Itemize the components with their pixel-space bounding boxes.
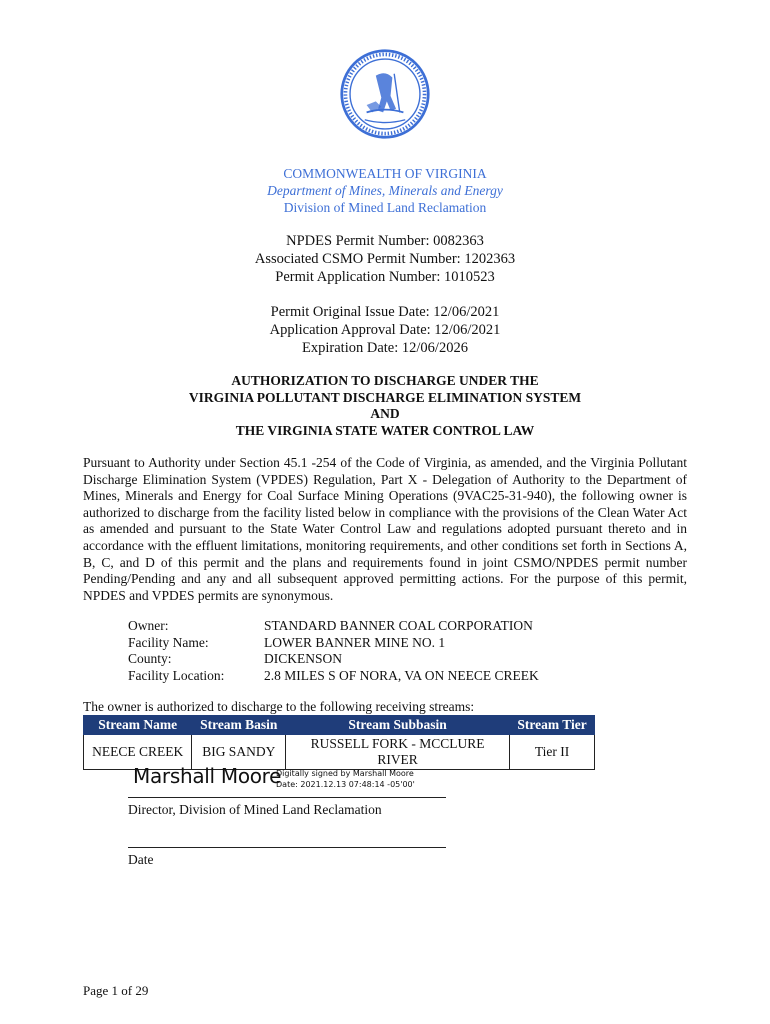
authorization-line-3: AND bbox=[370, 406, 400, 421]
director-title: Director, Division of Mined Land Reclamation bbox=[128, 802, 382, 817]
authorization-line-1: AUTHORIZATION TO DISCHARGE UNDER THE bbox=[231, 373, 539, 388]
digital-signature-name: Marshall Moore bbox=[133, 764, 282, 788]
permit-numbers bbox=[0, 232, 770, 286]
department-name: Department of Mines, Minerals and Energy bbox=[267, 183, 503, 198]
issue-date: Permit Original Issue Date: 12/06/2021 bbox=[270, 304, 500, 320]
col-stream-basin: Stream Basin bbox=[192, 716, 286, 735]
col-stream-tier: Stream Tier bbox=[510, 716, 595, 735]
authorization-line-2: VIRGINIA POLLUTANT DISCHARGE ELIMINATION SYSTEM bbox=[188, 389, 582, 405]
cell-stream-subbasin: RUSSELL FORK - MCCLURE RIVER bbox=[286, 735, 510, 770]
county-value: DICKENSON bbox=[264, 651, 343, 666]
permit-application-number: Permit Application Number: 1010523 bbox=[275, 269, 495, 285]
page-number: Page 1 of 29 bbox=[83, 983, 149, 998]
division-name: Division of Mined Land Reclamation bbox=[283, 200, 487, 215]
commonwealth-title: COMMONWEALTH OF VIRGINIA bbox=[283, 166, 487, 181]
facility-name-row bbox=[128, 635, 539, 652]
cell-stream-tier: Tier II bbox=[510, 735, 595, 770]
expiration-date: Expiration Date: 12/06/2026 bbox=[302, 340, 468, 356]
permit-dates bbox=[0, 303, 770, 357]
streams-intro: The owner is authorized to discharge to the following receiving streams: bbox=[83, 699, 475, 714]
owner-value: STANDARD BANNER COAL CORPORATION bbox=[264, 618, 533, 633]
virginia-state-seal bbox=[339, 48, 431, 140]
date-label: Date bbox=[128, 852, 154, 867]
facility-info bbox=[128, 618, 539, 684]
authority-paragraph: Pursuant to Authority under Section 45.1 -254 of the Code of Virginia, as amended, and the Virginia Pollutant Discharge Elimination System (VPDES) Regulation, Part X - Delegation of Authority to the Department of Mines, Minerals and Energy for Coal Surface Mining Operations (9VAC25-31-940), the following owner is authorized to discharge from the facility listed below in compliance with the provisions of the Clean Water Act as amended and pursuant to the State Water Control Law and regulations adopted pursuant thereto and in accordance with the effluent limitations, monitoring requirements, and other conditions set forth in Sections A, B, C, and D of this permit and the plans and requirements found in joint CSMO/NPDES permit number Pending/Pending and any and all subsequent approved permitting actions. For the purpose of this permit, NPDES and VPDES permits are synonymous. bbox=[83, 455, 687, 603]
county-row bbox=[128, 651, 539, 668]
facility-name-value: LOWER BANNER MINE NO. 1 bbox=[264, 634, 446, 650]
csmo-permit-number: Associated CSMO Permit Number: 1202363 bbox=[254, 251, 516, 267]
facility-name-label: Facility Name: bbox=[128, 634, 209, 650]
col-stream-subbasin: Stream Subbasin bbox=[286, 716, 510, 735]
signature-date-stamp: Date: 2021.12.13 07:48:14 -05'00' bbox=[276, 780, 415, 789]
cell-stream-name: NEECE CREEK bbox=[84, 735, 192, 770]
npdes-permit-number: NPDES Permit Number: 0082363 bbox=[286, 233, 484, 249]
digital-signature-details bbox=[276, 768, 415, 790]
owner-row bbox=[128, 618, 539, 635]
cell-stream-basin: BIG SANDY bbox=[192, 735, 286, 770]
owner-label: Owner: bbox=[128, 618, 169, 633]
signature-line bbox=[128, 797, 446, 798]
county-label: County: bbox=[128, 651, 172, 666]
col-stream-name: Stream Name bbox=[84, 716, 192, 735]
signed-by-text: Digitally signed by Marshall Moore bbox=[276, 769, 414, 778]
facility-location-label: Facility Location: bbox=[128, 667, 225, 683]
table-header-row bbox=[84, 716, 595, 735]
authorization-title bbox=[0, 373, 770, 439]
header-block bbox=[0, 165, 770, 216]
facility-location-value: 2.8 MILES S OF NORA, VA ON NEECE CREEK bbox=[264, 667, 539, 683]
approval-date: Application Approval Date: 12/06/2021 bbox=[269, 322, 501, 338]
receiving-streams-table bbox=[83, 715, 595, 770]
date-line bbox=[128, 847, 446, 848]
facility-location-row bbox=[128, 668, 539, 685]
authorization-line-4: THE VIRGINIA STATE WATER CONTROL LAW bbox=[235, 422, 535, 438]
